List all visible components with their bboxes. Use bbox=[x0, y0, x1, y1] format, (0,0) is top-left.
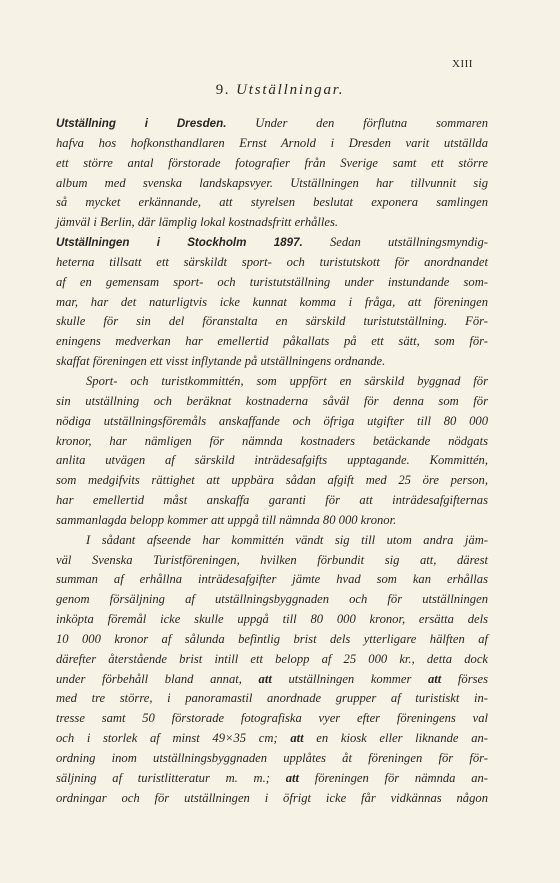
text-line: heterna tillsatt ett särskildt sport- och turistutskott för anordnandet bbox=[56, 254, 488, 269]
section-number: 9. bbox=[215, 82, 231, 98]
text-line: summan af erhållna inträdesafgifter jämte hvad som kan erhållas bbox=[56, 572, 488, 587]
text-line bbox=[56, 233, 488, 253]
text-line: under förbehåll bland annat, att utställningen kommer att förses bbox=[56, 671, 488, 686]
text-line: ordningar och för utställningen i öfrigt icke får vidkännas någon bbox=[56, 790, 488, 805]
text-line: tresse samt 50 förstorade fotografiska vyer efter föreningens val bbox=[56, 711, 488, 726]
text-line: som medgifvits rättighet att uppbära sådan afgift med 25 öre person, bbox=[56, 473, 488, 488]
text-line: kronor, har nämligen för nämnda kostnaders betäckande nödgats bbox=[56, 433, 488, 448]
text-line: inköpta föremål icke skulle uppgå till 80 000 kronor, ersätta dels bbox=[56, 612, 488, 627]
text-line: anlita utvägen af särskild inträdesafgifts upptagande. Kommittén, bbox=[56, 453, 488, 468]
text-line: och i storlek af minst 49×35 cm; att en kiosk eller liknande an- bbox=[56, 731, 488, 746]
text-line: I sådant afseende har kommittén vändt sig till utom andra jäm- bbox=[86, 532, 488, 547]
subheading-stockholm: Utställningen i Stockholm 1897. bbox=[56, 236, 303, 250]
text-line: skulle för sin del föranstalta en särskild turistutställning. För- bbox=[56, 314, 488, 329]
subheading-dresden: Utställning i Dresden. bbox=[56, 117, 227, 130]
text-line: mar, har det naturligtvis icke kunnat komma i fråga, att föreningen bbox=[56, 294, 488, 309]
text-line: säljning af turistlitteratur m. m.; att föreningen för nämnda an- bbox=[56, 770, 488, 785]
text-line: så mycket erkännande, att styrelsen beslutat exponera samlingen bbox=[56, 195, 488, 210]
text-line: väl Svenska Turistföreningen, hvilken förbundit sig att, därest bbox=[56, 552, 488, 567]
line-text: Sedan utställningsmyndig- bbox=[329, 235, 488, 250]
text-line: 10 000 kronor af sålunda befintlig brist dels ytterligare hälften af bbox=[56, 631, 488, 646]
text-line: genom försäljning af utställningsbyggnaden och för utställningen bbox=[56, 592, 488, 607]
text-line: med tre större, i panoramastil anordnade grupper af turistiskt in- bbox=[56, 691, 488, 706]
section-title: Utställningar. bbox=[236, 82, 345, 98]
text-line: skaffat föreningen ett visst inflytande på utställningens ordnande. bbox=[56, 354, 386, 369]
text-line: sammanlagda belopp kommer att uppgå till nämnda 80 000 kronor. bbox=[56, 512, 397, 527]
text-line: har emellertid måst anskaffa garanti för att inträdesafgifternas bbox=[56, 493, 488, 508]
page-number: XIII bbox=[452, 58, 473, 70]
text-line: därefter återstående brist intill ett belopp af 25 000 kr., detta dock bbox=[56, 651, 488, 666]
text-line: nödiga utställningsföremåls anskaffande och öfriga utgifter till 80 000 bbox=[56, 413, 488, 428]
section-heading bbox=[0, 82, 560, 99]
text-line: jämväl i Berlin, där lämplig lokal kostnadsfritt erhålles. bbox=[56, 215, 339, 230]
body-text bbox=[56, 114, 488, 809]
text-line: af en gemensam sport- och turistutställning under instundande som- bbox=[56, 274, 488, 289]
text-line: album med svenska landskapsvyer. Utställningen har tillvunnit sig bbox=[56, 175, 488, 190]
text-line: eningens medverkan har emellertid påkallats på ett sätt, som för- bbox=[56, 334, 488, 349]
text-line: ett större antal förstorade fotografier från Sverige samt ett större bbox=[56, 155, 488, 170]
line-text: Under den förflutna sommaren bbox=[255, 116, 488, 130]
text-line: sin utställning och beräknat kostnaderna såväl för denna som för bbox=[56, 393, 488, 408]
text-line: hafva hos hofkonsthandlaren Ernst Arnold i Dresden varit utställda bbox=[56, 135, 488, 150]
text-line: ordning inom utställningsbyggnaden upplåtes åt föreningen för för- bbox=[56, 751, 488, 765]
text-line: Sport- och turistkommittén, som uppfört en särskild byggnad för bbox=[86, 373, 488, 388]
text-line bbox=[56, 114, 488, 134]
